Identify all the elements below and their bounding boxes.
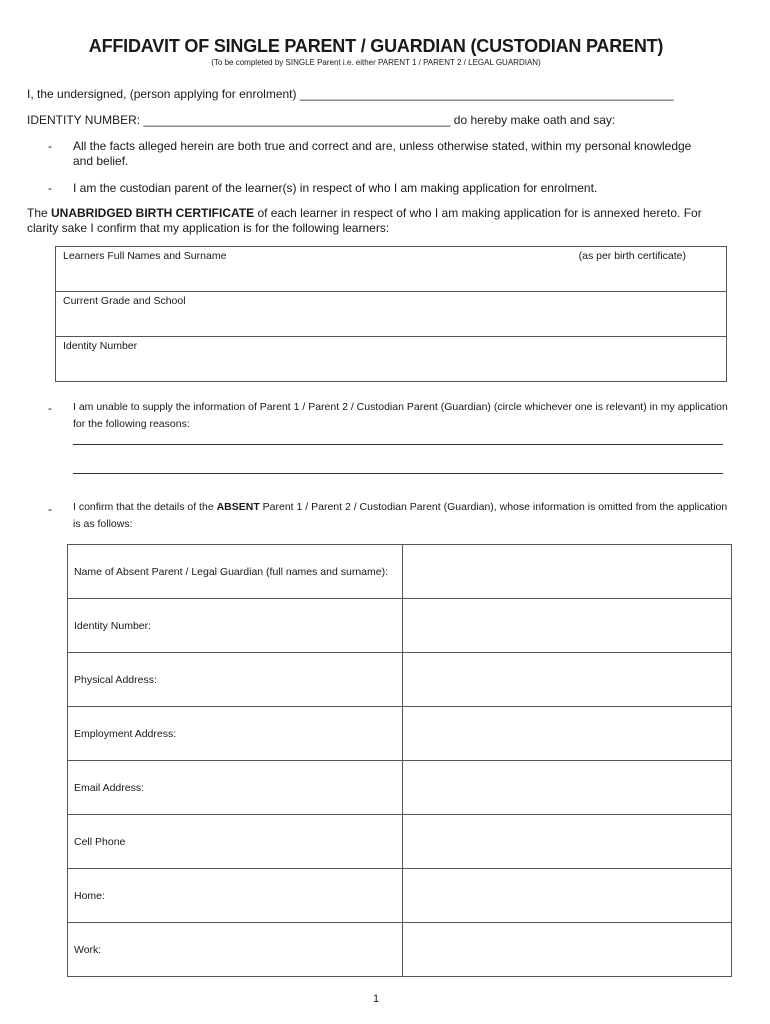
grade-school-label: Current Grade and School xyxy=(63,295,186,307)
reason-line-1[interactable] xyxy=(73,444,723,445)
work-phone-label: Work: xyxy=(68,923,403,977)
page-title: AFFIDAVIT OF SINGLE PARENT / GUARDIAN (CUSTODIAN PARENT) xyxy=(88,36,664,56)
absent-statement xyxy=(73,499,733,533)
table-row xyxy=(68,815,732,869)
table-row xyxy=(68,653,732,707)
absent-identity-label: Identity Number: xyxy=(68,599,403,653)
table-row xyxy=(68,869,732,923)
table-row xyxy=(68,707,732,761)
absent-name-label: Name of Absent Parent / Legal Guardian (full names and surname): xyxy=(68,545,403,599)
paragraph-bold: UNABRIDGED BIRTH CERTIFICATE xyxy=(51,206,255,220)
home-phone-field[interactable] xyxy=(403,869,732,923)
unable-statement: I am unable to supply the information of Parent 1 / Parent 2 / Custodian Parent (Guardian) (circle whichever one is relevant) in my application for the following reasons: xyxy=(73,401,728,430)
absent-identity-field[interactable] xyxy=(403,599,732,653)
bullet-dash: - xyxy=(48,401,52,415)
custodian-statement: I am the custodian parent of the learner(s) in respect of who I am making application for enrolment. xyxy=(73,181,598,195)
email-address-field[interactable] xyxy=(403,761,732,815)
absent-parent-table xyxy=(67,544,732,977)
reason-line-2[interactable] xyxy=(73,473,723,474)
cell-phone-label: Cell Phone xyxy=(68,815,403,869)
work-phone-field[interactable] xyxy=(403,923,732,977)
absent-name-field[interactable] xyxy=(403,545,732,599)
absent-suffix: Parent 1 / Parent 2 / Custodian Parent (Guardian), whose information is omitted from the application is as follows: xyxy=(73,501,728,530)
birth-certificate-note: (as per birth certificate) xyxy=(578,250,686,262)
birth-certificate-paragraph xyxy=(27,206,727,236)
table-row xyxy=(56,337,727,382)
learner-identity-label: Identity Number xyxy=(63,340,138,352)
bullet-dash: - xyxy=(48,502,52,516)
bullet-dash: - xyxy=(48,139,52,153)
physical-address-label: Physical Address: xyxy=(68,653,403,707)
absent-bold: ABSENT xyxy=(216,501,260,513)
table-row xyxy=(68,545,732,599)
employment-address-label: Employment Address: xyxy=(68,707,403,761)
employment-address-field[interactable] xyxy=(403,707,732,761)
identity-number-line: IDENTITY NUMBER: ______________________________________________ do hereby make oath and say: xyxy=(27,113,616,127)
undersigned-line: I, the undersigned, (person applying for enrolment) ________________________________________________________ xyxy=(27,87,674,101)
learners-table xyxy=(55,246,727,382)
learner-names-field[interactable] xyxy=(56,247,727,292)
bullet-dash: - xyxy=(48,181,52,195)
absent-prefix: I confirm that the details of the xyxy=(73,501,217,513)
learner-identity-field[interactable] xyxy=(56,337,727,382)
email-address-label: Email Address: xyxy=(68,761,403,815)
page-subtitle: (To be completed by SINGLE Parent i.e. either PARENT 1 / PARENT 2 / LEGAL GUARDIAN) xyxy=(211,58,541,67)
table-row xyxy=(56,292,727,337)
table-row xyxy=(68,761,732,815)
facts-statement: All the facts alleged herein are both true and correct and are, unless otherwise stated, within my personal knowledge and belief. xyxy=(73,139,692,168)
grade-school-field[interactable] xyxy=(56,292,727,337)
cell-phone-field[interactable] xyxy=(403,815,732,869)
home-phone-label: Home: xyxy=(68,869,403,923)
learner-names-label: Learners Full Names and Surname xyxy=(63,250,227,262)
table-row xyxy=(68,599,732,653)
table-row xyxy=(68,923,732,977)
physical-address-field[interactable] xyxy=(403,653,732,707)
table-row xyxy=(56,247,727,292)
page-number: 1 xyxy=(372,993,380,1005)
paragraph-prefix: The xyxy=(27,206,52,220)
paragraph-suffix: of each learner in respect of who I am making application for is annexed hereto. For clarity sake I confirm that my application is for the following learners: xyxy=(27,206,702,235)
